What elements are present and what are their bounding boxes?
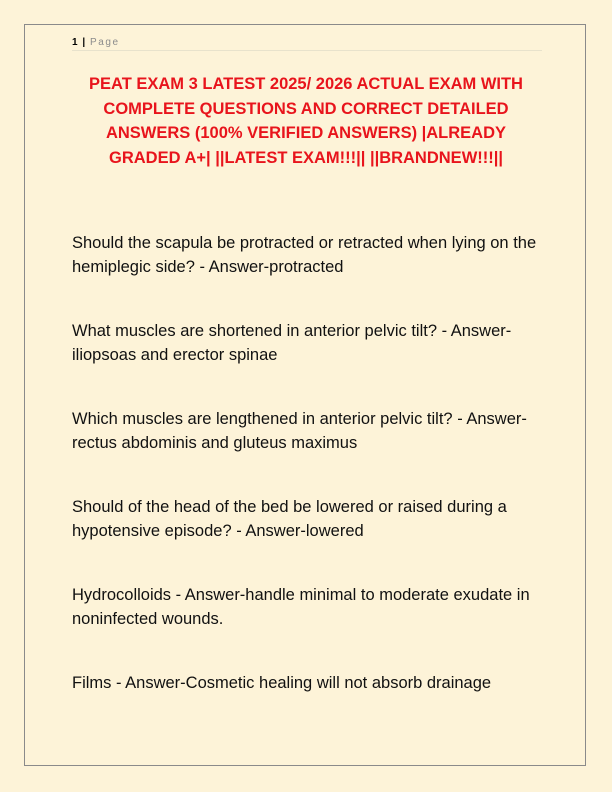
document-title: PEAT EXAM 3 LATEST 2025/ 2026 ACTUAL EXAM WITH COMPLETE QUESTIONS AND CORRECT DETAILED ANSWERS (100% VERIFIED ANSWERS) |ALREADY GRADED A+| ||LATEST EXAM!!!|| ||BRANDNEW!!!|| — [89, 75, 523, 167]
page-number: 1 — [72, 37, 78, 48]
qa-item-films: Films - Answer-Cosmetic healing will not absorb drainage — [72, 674, 492, 692]
qa-item-hydrocolloids: Hydrocolloids - Answer-handle minimal to moderate exudate in noninfected wounds. — [72, 586, 530, 628]
header-separator: | — [82, 37, 86, 48]
page-label: Page — [89, 37, 120, 48]
qa-item-shortened-muscles: What muscles are shortened in anterior pelvic tilt? - Answer-iliopsoas and erector spinae — [72, 322, 512, 364]
page-header — [72, 36, 542, 51]
qa-item-lengthened-muscles: Which muscles are lengthened in anterior pelvic tilt? - Answer-rectus abdominis and gluteus maximus — [72, 410, 527, 452]
qa-item-head-of-bed: Should of the head of the bed be lowered or raised during a hypotensive episode? - Answer-lowered — [72, 498, 507, 540]
qa-item-scapula: Should the scapula be protracted or retracted when lying on the hemiplegic side? - Answer-protracted — [72, 234, 537, 276]
